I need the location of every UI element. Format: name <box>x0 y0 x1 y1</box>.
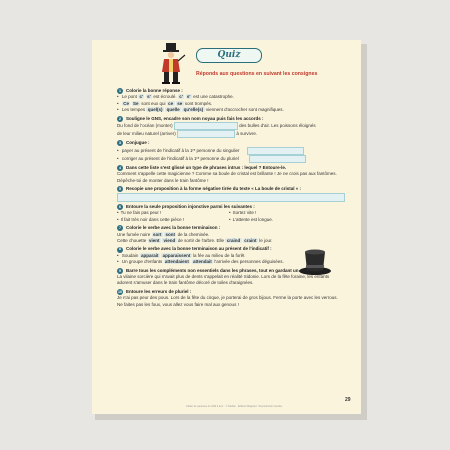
text: l'arrivée des personnes déguisées. <box>214 259 284 265</box>
choice-chip[interactable]: Ce <box>123 100 129 106</box>
choice-chip[interactable]: quel(s) <box>147 106 163 112</box>
choice-chip[interactable]: craint <box>244 237 257 243</box>
answer-box[interactable] <box>177 130 235 138</box>
option[interactable]: • Tu ne fais pas peur ! <box>117 210 229 216</box>
choice-chip[interactable]: sort <box>152 231 162 237</box>
exercise-title: Colorie le verbe avec la bonne terminaison au présent de l'indicatif : <box>126 246 272 252</box>
text: sont eux qui <box>141 100 166 106</box>
exercise-3 <box>117 140 343 162</box>
text: Les tempes <box>121 106 146 112</box>
choice-chip[interactable]: quelle <box>166 106 180 112</box>
option[interactable]: • L'attente est longue. <box>229 217 341 223</box>
choice-chip[interactable]: qu'elle(s) <box>183 106 204 112</box>
exercise-4 <box>117 165 343 184</box>
choice-chip[interactable]: attendait <box>192 259 212 265</box>
text: Du fond de l'océan (monter) <box>117 123 173 129</box>
exercise-1 <box>117 88 343 113</box>
exercise-title: Souligne le GNS, encadre son nom noyau puis fais les accords : <box>126 115 264 121</box>
text: Cette chouette <box>117 237 147 243</box>
text: de la cheminée. <box>177 231 210 237</box>
exercise-number: 9 <box>119 268 121 273</box>
text: la fée au milieu de la forêt <box>193 252 245 258</box>
exercise-line <box>117 130 343 138</box>
exercise-10 <box>117 289 343 308</box>
instructions-heading: Réponds aux questions en suivant les consignes <box>196 71 318 77</box>
page-title: Quiz <box>217 50 241 60</box>
exercise-2 <box>117 116 343 138</box>
exercise-title: Colorie le verbe avec la bonne terminaison : <box>126 225 221 231</box>
exercise-number: 3 <box>119 141 121 146</box>
choice-chip[interactable]: viend <box>163 237 176 243</box>
exercise-9 <box>117 268 343 287</box>
exercise-6 <box>117 204 343 223</box>
option[interactable]: • Sortez vite ! <box>229 210 341 216</box>
exercise-title: Colorie la bonne réponse : <box>126 88 183 93</box>
choice-chip[interactable]: ce <box>168 100 174 106</box>
exercise-7 <box>117 225 343 244</box>
exercise-title: Recopie une proposition à la forme négative tirée du texte « La boule de cristal » : <box>126 186 302 192</box>
option[interactable]: • Il fait très noir dans cette pièce ! <box>117 217 229 223</box>
choice-chip[interactable]: c' <box>179 94 183 100</box>
exercise-5 <box>117 186 343 201</box>
footer-credits: Cahier de vacances du CM2 à la 6ᵉ · © Nathan · Éditions Magnard · Reproduction interdite <box>186 405 283 408</box>
exercise-text: Comment s'appelle cette magicienne ? Comme sa boule de cristal est brillante ! Je ne crois pas aux fantômes. Dépêche-toi de monter dans le train fantôme ! <box>117 171 337 183</box>
choice-chip[interactable]: s' <box>186 94 191 100</box>
text: viennent d'accrocher sont magnifiques. <box>205 106 284 112</box>
exercise-line <box>117 155 343 163</box>
text: à survivre. <box>236 131 258 137</box>
quiz-title-box <box>196 48 262 63</box>
exercise-number: 1 <box>119 89 121 93</box>
choice-chip[interactable]: c' <box>139 94 144 100</box>
exercise-title: Conjugue : <box>126 140 150 146</box>
choice-chip[interactable]: craind <box>226 237 241 243</box>
text: des bulles d'air. Les poissons éloignés <box>239 123 316 129</box>
choice-chip[interactable]: apparait <box>141 252 159 258</box>
text: Soudain <box>121 252 139 258</box>
exercise-number: 2 <box>119 116 121 121</box>
exercise-number: 4 <box>119 165 121 170</box>
choice-chip[interactable]: attendaient <box>164 259 189 265</box>
exercise-text: Je n'ai pas peur des pous. Lors de la fête du cirque, je porterai de gros bijous. Ferme la porte avec les verrous. Ne faites pas les foux, vous allez vous faire mal aux genous ! <box>117 295 338 307</box>
exercise-number: 6 <box>119 204 121 209</box>
exercise-number: 5 <box>119 187 121 192</box>
page-number: 29 <box>345 397 351 403</box>
text: de leur milieu naturel (arriver) <box>117 131 176 137</box>
ringmaster-illustration <box>154 42 190 84</box>
text: sont trompés. <box>184 100 213 106</box>
worksheet-page <box>92 40 361 414</box>
text: Un groupe d'enfants <box>121 259 163 265</box>
text: Le pont <box>121 94 137 100</box>
text: Une fumée noire <box>117 231 151 237</box>
text: est une catastrophe. <box>193 94 234 100</box>
exercise-number: 7 <box>119 226 121 231</box>
text: payer au présent de l'indicatif à la 1ʳᵉ personne du singulier <box>121 147 240 153</box>
choice-chip[interactable]: sont <box>165 231 175 237</box>
choice-chip[interactable]: vient <box>148 237 160 243</box>
exercise-title: Entoure les erreurs de pluriel : <box>126 289 192 295</box>
answer-box[interactable] <box>117 193 345 202</box>
exercise-title: Barre tous les compléments non essentiels dans les phrases, tout en gardant un sens : <box>126 267 313 273</box>
exercise-number: 10 <box>118 290 122 295</box>
exercise-title: Entoure la seule proposition injonctive parmi les suivantes : <box>126 203 255 209</box>
exercise-text: La vilaine sorcière qui n'avait plus de dents s'appelait en réalité Sidonie. Lors de la fête foraine, les enfants adorent s'amuser dans le train fantôme décoré de toiles d'araignées. <box>117 274 330 286</box>
text: le jour. <box>259 237 273 243</box>
text: est écroulé. <box>153 94 177 100</box>
choice-chip[interactable]: apparaissent <box>162 252 191 258</box>
exercise-title: Dans cette liste s'est glissé un type de phrases intrus : lequel ? Entoure-le. <box>126 164 287 170</box>
text: de sortir de l'arbre. Elle <box>177 237 225 243</box>
exercise-line <box>117 147 343 155</box>
answer-box[interactable] <box>247 147 304 155</box>
exercise-8 <box>117 246 343 265</box>
choice-chip[interactable]: s' <box>147 94 151 100</box>
exercise-line <box>117 238 343 244</box>
answer-box[interactable] <box>249 155 306 163</box>
text: corriger au présent de l'indicatif à la 1ʳᵉ personne du pluriel <box>121 155 239 161</box>
exercise-line <box>117 107 343 113</box>
answer-box[interactable] <box>174 122 238 130</box>
choice-chip[interactable]: Se <box>133 100 139 106</box>
exercise-line <box>117 122 343 130</box>
exercise-line <box>117 259 343 265</box>
choice-chip[interactable]: se <box>177 100 183 106</box>
exercise-number: 8 <box>119 247 121 252</box>
exercise-list <box>117 88 343 310</box>
